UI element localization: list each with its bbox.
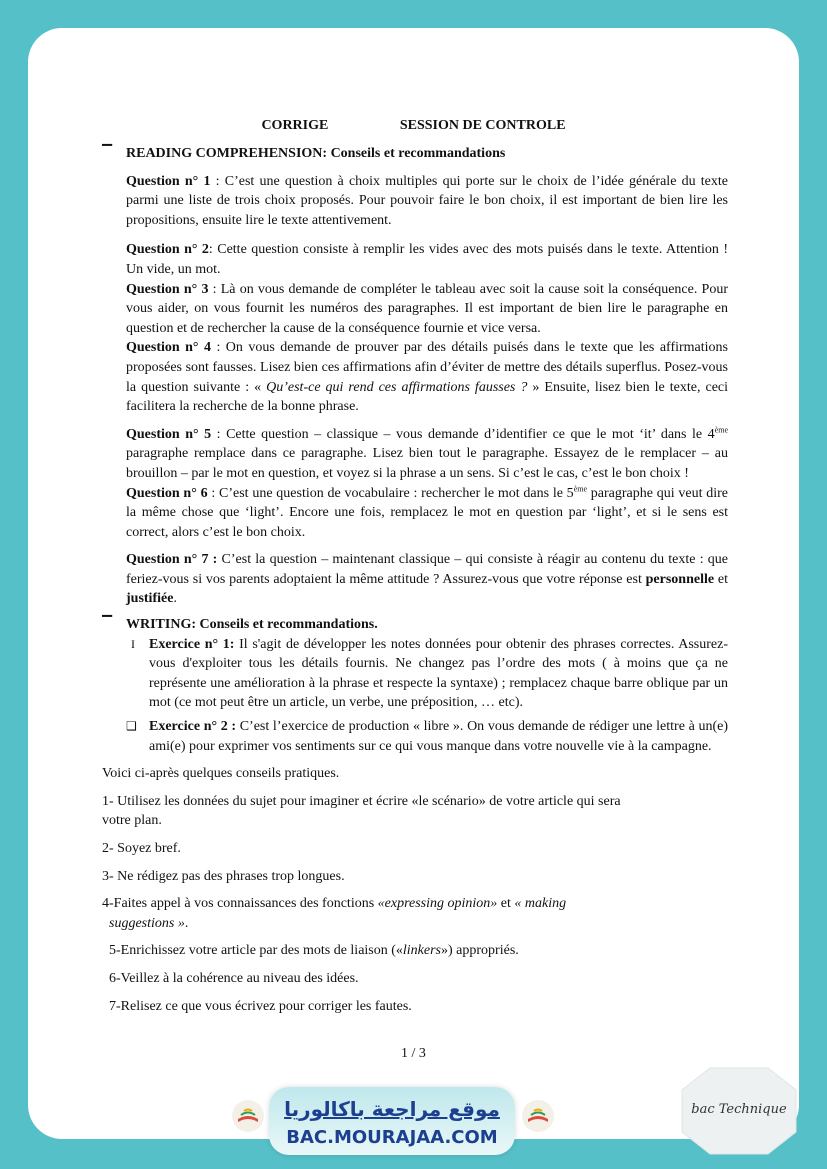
book-logo-icon <box>522 1100 554 1132</box>
section-bullet-icon: ▔ <box>102 615 112 631</box>
advice-item-1-cont: votre plan. <box>102 813 162 829</box>
question-5: Question n° 5 : Cette question – classique – vous demande d’identifier ce que le mot ‘it’ dans le 4ème paragraphe remplace dans ce paragraphe. Lisez bien tout le paragraphe. Essayez de le remplacer – au brouillon – par le mot en question, et voyez si la phrase a un sens. Si c’est le cas, c’est le bon choix ! <box>126 425 728 481</box>
advice-item-4-cont: suggestions ». <box>109 915 189 931</box>
question-7: Question n° 7 : C’est la question – maintenant classique – qui consiste à réagir au contenu du texte : que feriez-vous si vos parents adoptaient la même attitude ? Assurez-vous que votre réponse est personnelle et justifiée. <box>126 552 728 607</box>
reading-section-title: ▔ READING COMPREHENSION: Conseils et recommandations <box>102 144 506 161</box>
writing-section-title: ▔ WRITING: Conseils et recommandations. <box>102 615 378 633</box>
advice-item-3: 3- Ne rédigez pas des phrases trop longues. <box>102 868 345 884</box>
advice-item-6: 6-Veillez à la cohérence au niveau des idées. <box>109 970 359 986</box>
section-bullet-icon: ▔ <box>102 144 112 159</box>
banner-site-url: BAC.MOURAJAA.COM <box>286 1127 498 1148</box>
advice-item-7: 7-Relisez ce que vous écrivez pour corriger les fautes. <box>109 998 412 1014</box>
question-6: Question n° 6 : C’est une question de vocabulaire : rechercher le mot dans le 5ème paragraphe qui veut dire la même chose que ‘light’. Encore une fois, remplacez le mot en question par ‘light’, et si le sens est correct, alors c’est le bon choix. <box>126 483 728 540</box>
header-corrige: CORRIGE <box>261 118 329 133</box>
banner-arabic-title: موقع مراجعة باكالوريا <box>284 1097 500 1121</box>
book-logo-icon <box>232 1100 264 1132</box>
advice-item-4: 4-Faites appel à vos connaissances des fonctions «expressing opinion» et « making <box>102 896 567 912</box>
question-1: Question n° 1 : C’est une question à choix multiples qui porte sur le choix de l’idée générale du texte parmi une liste de trois choix proposés. Pour pouvoir faire le bon choix, il est important de bien lire les propositions, ensuite lire le texte attentivement. <box>126 173 729 228</box>
header-session: SESSION DE CONTROLE <box>399 118 566 133</box>
bac-technique-badge <box>680 1066 798 1156</box>
document-header <box>0 118 827 134</box>
advice-item-2: 2- Soyez bref. <box>102 841 181 856</box>
question-2: Question n° 2: Cette question consiste à remplir les vides avec des mots puisés dans le texte. Attention ! Un vide, un mot. <box>126 242 729 277</box>
advice-item-1: 1- Utilisez les données du sujet pour imaginer et écrire «le scénario» de votre article qui sera <box>102 793 621 809</box>
advice-intro: Voici ci-après quelques conseils pratiques. <box>102 766 340 782</box>
site-banner-link[interactable] <box>269 1087 515 1155</box>
advice-item-5: 5-Enrichissez votre article par des mots de liaison («linkers») appropriés. <box>109 943 519 959</box>
question-3: Question n° 3 : Là on vous demande de compléter le tableau avec soit la cause soit la conséquence. Pour vous aider, on vous fournit les numéros des paragraphes. Il est important de bien lire le paragraphe en question et de rechercher la cause de la conséquence fournie et vice versa. <box>126 281 728 336</box>
list-marker-icon: I <box>131 636 135 651</box>
page-number: 1 / 3 <box>401 1046 426 1061</box>
exercise-1: I Exercice n° 1: Il s'agit de développer les notes données pour obtenir des phrases correctes. Assurez-vous d'exploiter tous les détails fournis. Ne changez pas l’ordre des mots ( à moins que ça ne représente une amélioration à la phrase et respecte la syntaxe) ; remplacez chaque barre oblique par un mot (ce mot peut être un article, un verbe, une préposition, … etc). <box>131 636 729 711</box>
document-body <box>102 144 728 1016</box>
exercise-2: ❑ Exercice n° 2 : C’est l’exercice de production « libre ». On vous demande de rédiger une lettre à un(e) ami(e) pour exprimer vos sentiments sur ce qui vous manque dans votre nouvelle vie à la campagne. <box>126 719 728 754</box>
question-4: Question n° 4 : On vous demande de prouver par des détails puisés dans le texte que les affirmations proposées sont fausses. Lisez bien ces affirmations afin d’éviter de mettre des détails superflus. Posez-vous la question suivante : « Qu’est-ce qui rend ces affirmations fausses ? » Ensuite, lisez bien le texte, ceci facilitera la recherche de la bonne phrase. <box>126 340 729 415</box>
badge-text: bac Technique <box>691 1102 787 1117</box>
checkbox-marker-icon: ❑ <box>126 719 137 734</box>
